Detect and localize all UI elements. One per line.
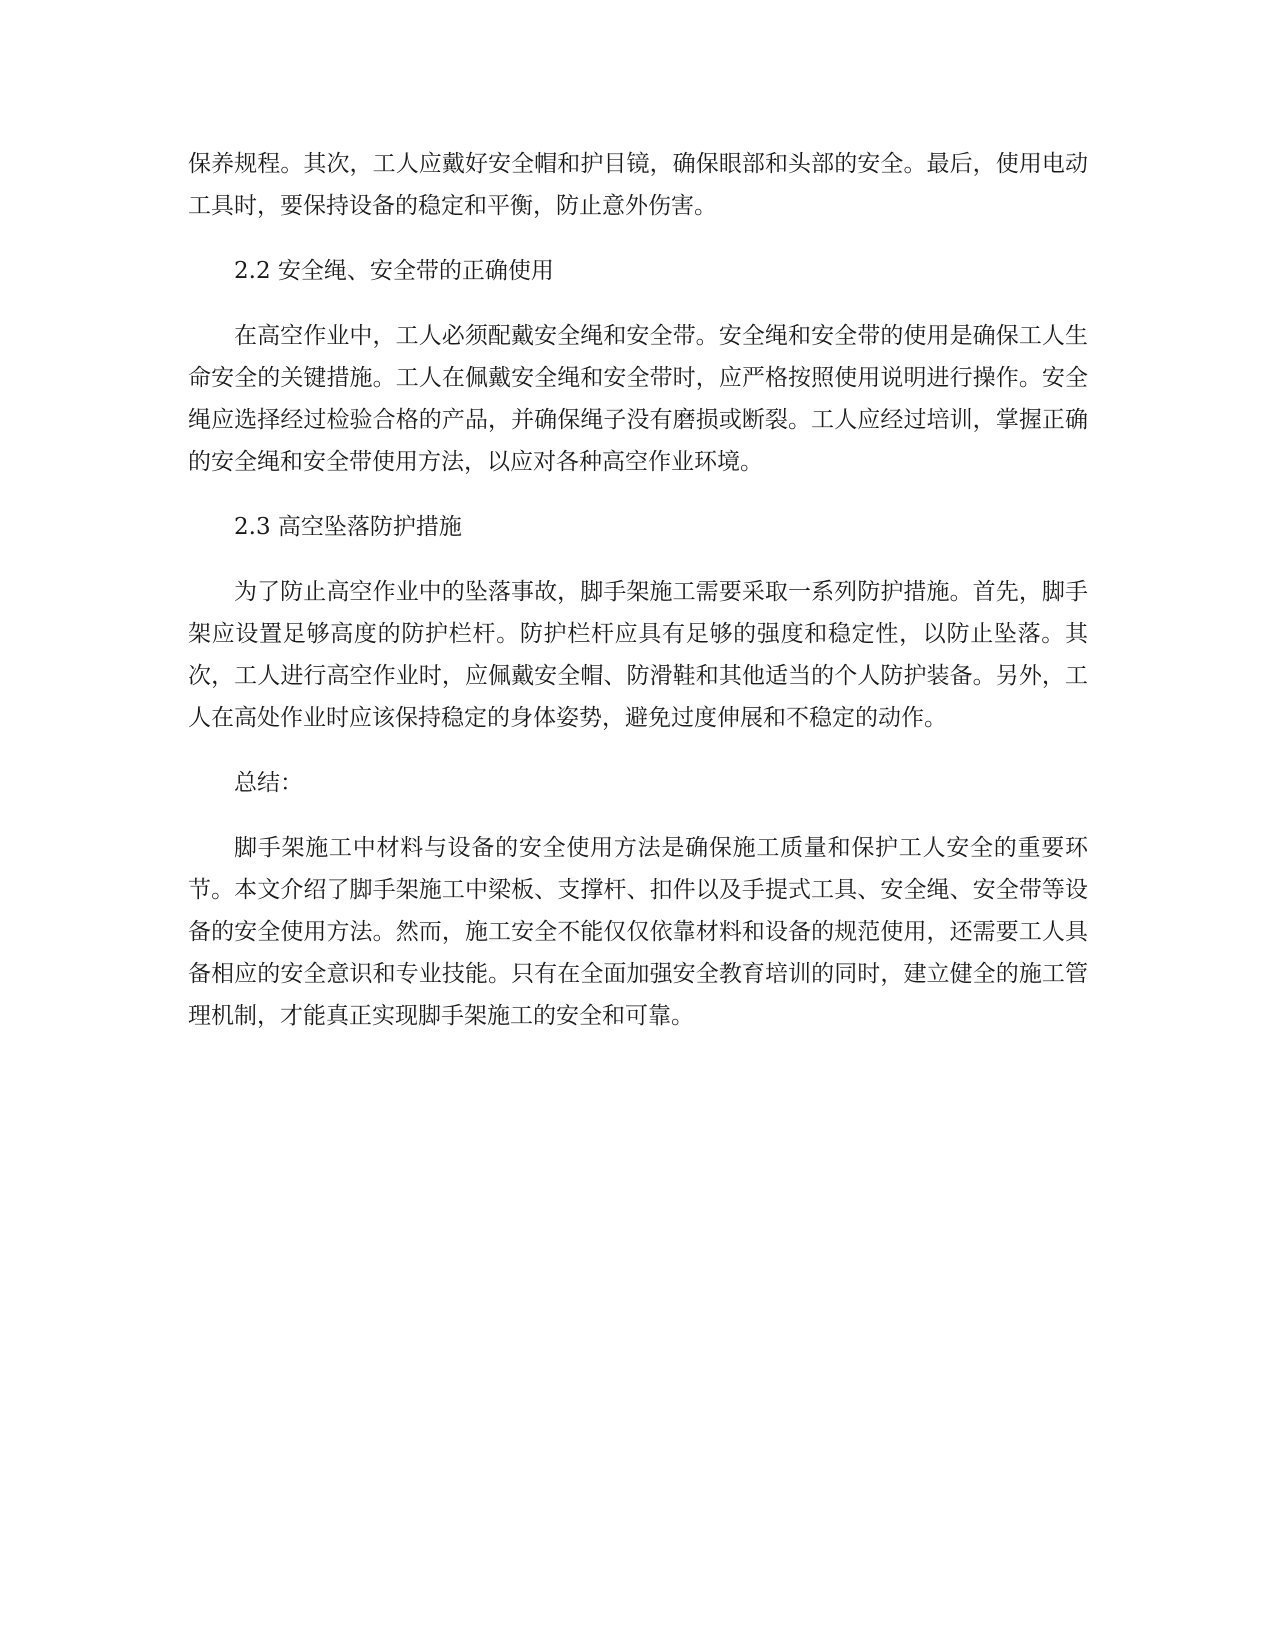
paragraph-fall-protection: 为了防止高空作业中的坠落事故，脚手架施工需要采取一系列防护措施。首先，脚手架应设置足够高度的防护栏杆。防护栏杆应具有足够的强度和稳定性，以防止坠落。其次，工人进行高空作业时，应佩戴安全帽、防滑鞋和其他适当的个人防护装备。另外，工人在高处作业时应该保持稳定的身体姿势，避免过度伸展和不稳定的动作。	[188, 579, 1088, 731]
summary-heading: 总结：	[234, 770, 303, 796]
section-heading-2-2: 2.2 安全绳、安全带的正确使用	[234, 258, 554, 284]
document-body	[188, 143, 1088, 1060]
paragraph-summary: 脚手架施工中材料与设备的安全使用方法是确保施工质量和保护工人安全的重要环节。本文介绍了脚手架施工中梁板、支撑杆、扣件以及手提式工具、安全绳、安全带等设备的安全使用方法。然而，施工安全不能仅仅依靠材料和设备的规范使用，还需要工人具备相应的安全意识和专业技能。只有在全面加强安全教育培训的同时，建立健全的施工管理机制，才能真正实现脚手架施工的安全和可靠。	[188, 835, 1088, 1029]
section-heading-2-3: 2.3 高空坠落防护措施	[234, 514, 462, 540]
paragraph-continued-maintenance: 保养规程。其次，工人应戴好安全帽和护目镜，确保眼部和头部的安全。最后，使用电动工具时，要保持设备的稳定和平衡，防止意外伤害。	[188, 151, 1088, 219]
paragraph-safety-rope-belt: 在高空作业中，工人必须配戴安全绳和安全带。安全绳和安全带的使用是确保工人生命安全的关键措施。工人在佩戴安全绳和安全带时，应严格按照使用说明进行操作。安全绳应选择经过检验合格的产品，并确保绳子没有磨损或断裂。工人应经过培训，掌握正确的安全绳和安全带使用方法，以应对各种高空作业环境。	[188, 323, 1088, 475]
